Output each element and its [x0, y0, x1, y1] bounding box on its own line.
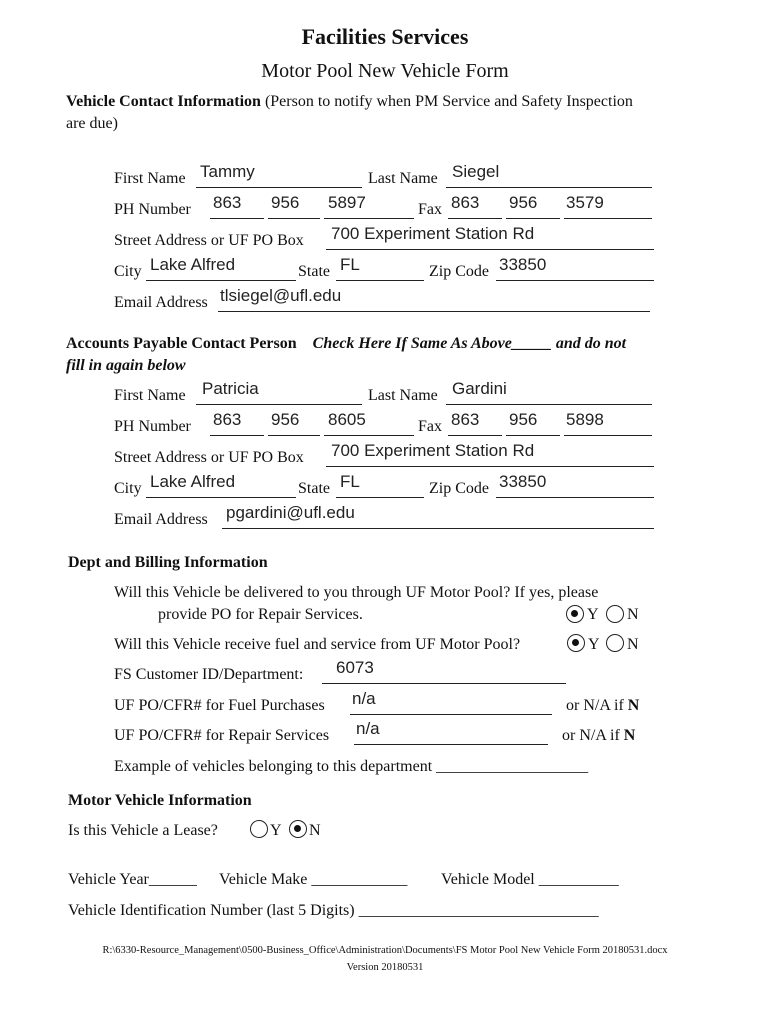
ap-fax-area-field[interactable]: 863 — [451, 410, 480, 429]
zip-field[interactable]: 33850 — [499, 255, 547, 274]
footer-path: R:\6330-Resource_Management\0500-Business_Office\Administration\Documents\FS Motor Pool New Vehicle Form 20180531.docx — [102, 945, 668, 956]
ap-state-label: State — [298, 480, 330, 497]
state-line — [336, 280, 424, 281]
repair-na-note — [562, 727, 635, 745]
ap-state-line — [336, 497, 424, 498]
first-name-line — [196, 187, 362, 188]
ap-ph-number-label: PH Number — [114, 418, 191, 435]
state-field[interactable]: FL — [340, 255, 360, 274]
motor-vehicle-heading: Motor Vehicle Information — [68, 792, 252, 809]
fax-prefix-field[interactable]: 956 — [509, 193, 538, 212]
ap-last-name-field[interactable]: Gardini — [452, 379, 507, 398]
ap-email-field[interactable]: pgardini@ufl.edu — [226, 503, 355, 522]
fuel-na-text: or N/A if — [566, 697, 628, 714]
lease-no-radio[interactable] — [289, 820, 307, 838]
vin-field[interactable]: Vehicle Identification Number (last 5 Digits) ______________________________ — [68, 902, 599, 919]
ap-street-line — [326, 466, 654, 467]
q1-yes-label: Y — [587, 606, 599, 623]
ap-zip-line — [496, 497, 654, 498]
ph-line-line — [324, 218, 414, 219]
ap-ph-line-field[interactable]: 8605 — [328, 410, 366, 429]
last-name-field[interactable]: Siegel — [452, 162, 500, 181]
fuel-na-note — [566, 697, 639, 715]
ap-same-as-above-line2: fill in again below — [66, 357, 186, 374]
fax-line-field[interactable]: 3579 — [566, 193, 604, 212]
ap-ph-prefix-line — [268, 435, 320, 436]
q1-yes-radio[interactable] — [566, 605, 584, 623]
ap-fax-prefix-field[interactable]: 956 — [509, 410, 538, 429]
ap-email-label: Email Address — [114, 511, 208, 528]
ph-area-line — [210, 218, 264, 219]
fuel-po-field[interactable]: n/a — [352, 689, 376, 708]
first-name-label: First Name — [114, 170, 186, 187]
footer-version: Version 20180531 — [346, 962, 424, 973]
ap-first-name-field[interactable]: Patricia — [202, 379, 259, 398]
form-subtitle: Motor Pool New Vehicle Form — [261, 60, 509, 82]
street-label: Street Address or UF PO Box — [114, 232, 304, 249]
ap-state-field[interactable]: FL — [340, 472, 360, 491]
lease-label: Is this Vehicle a Lease? — [68, 822, 218, 839]
ph-area-field[interactable]: 863 — [213, 193, 242, 212]
ap-email-line — [222, 528, 654, 529]
vehicle-make-field[interactable]: Vehicle Make ____________ — [219, 871, 408, 888]
customer-id-label: FS Customer ID/Department: — [114, 666, 304, 683]
q2-no-radio[interactable] — [606, 634, 624, 652]
billing-heading: Dept and Billing Information — [68, 554, 268, 571]
customer-id-field[interactable]: 6073 — [336, 658, 374, 677]
ap-street-label: Street Address or UF PO Box — [114, 449, 304, 466]
q2-yes-label: Y — [588, 636, 600, 653]
q1-line1: Will this Vehicle be delivered to you through UF Motor Pool? If yes, please — [114, 584, 599, 601]
last-name-line — [446, 187, 652, 188]
street-field[interactable]: 700 Experiment Station Rd — [331, 224, 535, 243]
ap-fax-prefix-line — [506, 435, 560, 436]
vehicle-year-field[interactable]: Vehicle Year______ — [68, 871, 197, 888]
vehicle-contact-note: (Person to notify when PM Service and Safety Inspection — [264, 93, 633, 110]
city-field[interactable]: Lake Alfred — [150, 255, 236, 274]
email-field[interactable]: tlsiegel@ufl.edu — [220, 286, 342, 305]
ap-heading-row — [66, 335, 626, 353]
first-name-field[interactable]: Tammy — [200, 162, 255, 181]
fuel-po-label: UF PO/CFR# for Fuel Purchases — [114, 697, 325, 714]
q2-yes-radio[interactable] — [567, 634, 585, 652]
repair-po-field[interactable]: n/a — [356, 719, 380, 738]
repair-po-line — [354, 744, 548, 745]
ap-same-as-above[interactable]: Check Here If Same As Above_____ and do not — [312, 335, 627, 352]
ap-street-field[interactable]: 700 Experiment Station Rd — [331, 441, 535, 460]
q1-no-label: N — [627, 606, 639, 623]
ap-ph-area-field[interactable]: 863 — [213, 410, 242, 429]
email-label: Email Address — [114, 294, 208, 311]
email-line — [218, 311, 650, 312]
ap-fax-label: Fax — [418, 418, 442, 435]
ap-last-name-line — [446, 404, 652, 405]
ap-zip-label: Zip Code — [429, 480, 489, 497]
ap-fax-line-field[interactable]: 5898 — [566, 410, 604, 429]
lease-yes-radio[interactable] — [250, 820, 268, 838]
example-vehicles[interactable]: Example of vehicles belonging to this department ___________________ — [114, 758, 589, 775]
ph-line-field[interactable]: 5897 — [328, 193, 366, 212]
zip-line — [496, 280, 654, 281]
ap-heading: Accounts Payable Contact Person — [66, 335, 297, 352]
ap-city-label: City — [114, 480, 142, 497]
q2-text: Will this Vehicle receive fuel and service from UF Motor Pool? — [114, 636, 521, 653]
ap-zip-field[interactable]: 33850 — [499, 472, 547, 491]
repair-na-bold: N — [623, 727, 636, 744]
city-line — [146, 280, 296, 281]
vehicle-contact-heading-row — [66, 93, 633, 111]
ph-prefix-field[interactable]: 956 — [271, 193, 300, 212]
ap-fax-area-line — [448, 435, 502, 436]
form-title: Facilities Services — [301, 24, 469, 49]
ph-prefix-line — [268, 218, 320, 219]
ap-ph-line-line — [324, 435, 414, 436]
ap-first-name-label: First Name — [114, 387, 186, 404]
street-line — [326, 249, 654, 250]
ap-last-name-label: Last Name — [368, 387, 438, 404]
ap-city-line — [146, 497, 296, 498]
q1-no-radio[interactable] — [606, 605, 624, 623]
q1-line2: provide PO for Repair Services. — [158, 606, 363, 623]
fax-area-line — [448, 218, 502, 219]
fax-prefix-line — [506, 218, 560, 219]
q2-no-label: N — [627, 636, 639, 653]
lease-yes-label: Y — [270, 822, 282, 839]
state-label: State — [298, 263, 330, 280]
ph-number-label: PH Number — [114, 201, 191, 218]
vehicle-contact-note-line2: are due) — [66, 115, 118, 132]
vehicle-model-field[interactable]: Vehicle Model __________ — [441, 871, 619, 888]
fax-label: Fax — [418, 201, 442, 218]
ap-ph-area-line — [210, 435, 264, 436]
repair-na-text: or N/A if — [562, 727, 624, 744]
repair-po-label: UF PO/CFR# for Repair Services — [114, 727, 330, 744]
fax-line-line — [564, 218, 652, 219]
city-label: City — [114, 263, 142, 280]
fuel-po-line — [350, 714, 552, 715]
last-name-label: Last Name — [368, 170, 438, 187]
fuel-na-bold: N — [627, 697, 640, 714]
ap-fax-line-line — [564, 435, 652, 436]
fax-area-field[interactable]: 863 — [451, 193, 480, 212]
ap-ph-prefix-field[interactable]: 956 — [271, 410, 300, 429]
customer-id-line — [322, 683, 566, 684]
vehicle-contact-heading: Vehicle Contact Information — [66, 93, 261, 110]
lease-no-label: N — [309, 822, 321, 839]
zip-label: Zip Code — [429, 263, 489, 280]
ap-city-field[interactable]: Lake Alfred — [150, 472, 236, 491]
ap-first-name-line — [196, 404, 362, 405]
